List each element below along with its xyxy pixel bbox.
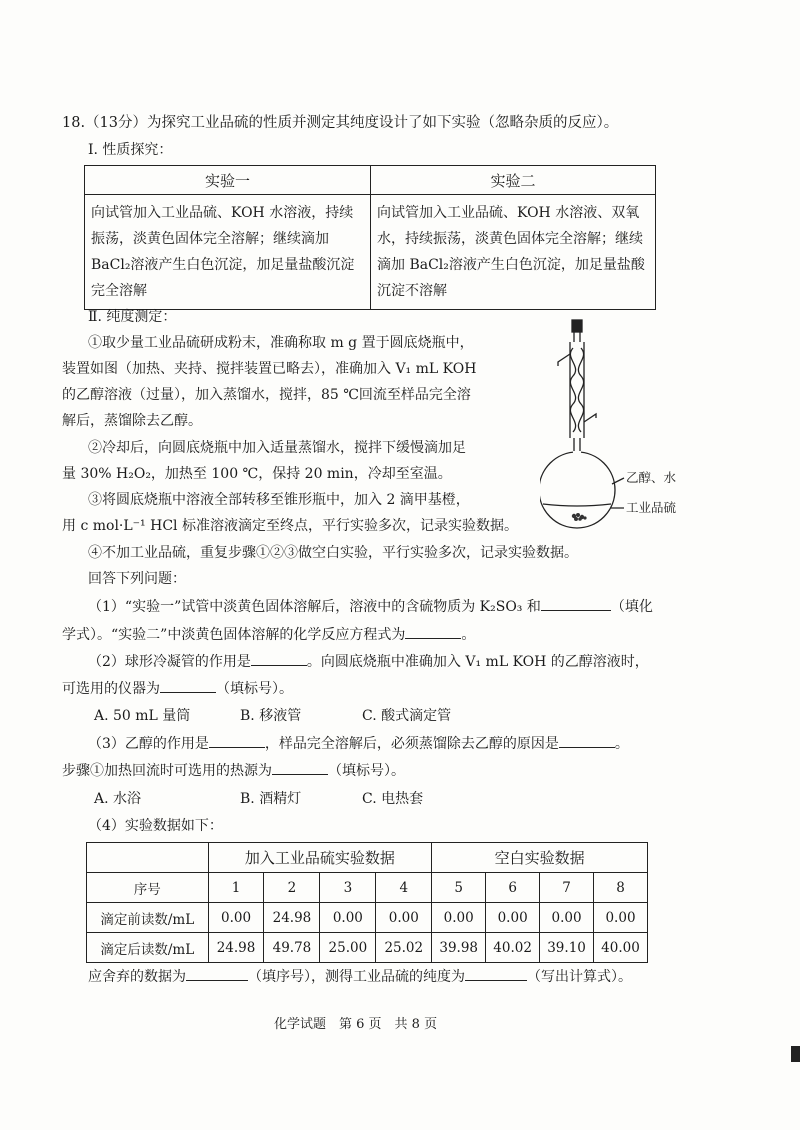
before-cell: 0.00 (208, 903, 264, 933)
group-header-sample: 加入工业品硫实验数据 (208, 843, 432, 873)
before-cell: 0.00 (376, 903, 432, 933)
page-footer: 化学试题 第 6 页 共 8 页 (274, 1017, 438, 1032)
after-cell: 24.98 (208, 933, 264, 963)
titration-data-table (86, 842, 648, 963)
table-row-serial (87, 873, 648, 903)
q3-option-a: A. 水浴 (94, 791, 142, 807)
scan-edge-mark (791, 1046, 800, 1062)
procedure-line: 的乙醇溶液（过量），加入蒸馏水，搅拌，85 ℃回流至样品完全溶 (62, 387, 471, 403)
q1-blank-formula[interactable] (541, 610, 611, 611)
serial-cell: 1 (208, 873, 264, 903)
q2-blank-instrument[interactable] (160, 692, 216, 693)
q4-heading: （4）实验数据如下： (88, 818, 223, 834)
procedure-line: 量 30% H₂O₂，加热至 100 ℃，保持 20 min，冷却至室温。 (62, 466, 452, 482)
serial-cell: 4 (376, 873, 432, 903)
before-cell: 0.00 (594, 903, 648, 933)
serial-cell: 7 (540, 873, 594, 903)
q3-blank-reason[interactable] (559, 747, 615, 748)
q3-line1 (88, 734, 629, 754)
q3-blank-ethanol-role[interactable] (209, 747, 265, 748)
after-cell: 25.00 (320, 933, 376, 963)
row-label-serial: 序号 (87, 873, 209, 903)
before-cell: 0.00 (320, 903, 376, 933)
q3-blank-heat-source[interactable] (272, 774, 328, 775)
figure-label-solid: 工业品硫 (626, 500, 677, 515)
table1-header-2: 实验二 (371, 166, 656, 195)
q4-text-a: 应舍弃的数据为 (88, 969, 186, 985)
procedure-line: 解后，蒸馏除去乙醇。 (62, 413, 202, 429)
q1-text-b: （填化 (610, 599, 653, 615)
answer-prompt: 回答下列问题： (88, 571, 186, 587)
after-cell: 49.78 (264, 933, 320, 963)
group-header-blank: 空白实验数据 (432, 843, 648, 873)
procedure-line: ①取少量工业品硫研成粉末，准确称取 m g 置于圆底烧瓶中， (88, 335, 474, 351)
row-label-after: 滴定后读数/mL (87, 933, 209, 963)
serial-cell: 8 (594, 873, 648, 903)
procedure-line: 装置如图（加热、夹持、搅拌装置已略去），准确加入 V₁ mL KOH (62, 361, 477, 377)
q3-text-a: （3）乙醇的作用是 (88, 736, 209, 752)
table1-header-1: 实验一 (85, 166, 371, 195)
q1-text-d: 。 (461, 627, 476, 643)
reflux-apparatus-figure (540, 318, 690, 530)
q2-text-c: 可选用的仪器为 (62, 681, 160, 697)
procedure-line: ④不加工业品硫，重复步骤①②③做空白实验，平行实验多次，记录实验数据。 (88, 545, 578, 561)
q2-option-a: A. 50 mL 量筒 (94, 708, 191, 724)
after-cell: 39.10 (540, 933, 594, 963)
q2-option-b: B. 移液管 (240, 708, 302, 724)
table1-cell-1: 向试管加入工业品硫、KOH 水溶液，持续振荡，淡黄色固体完全溶解；继续滴加BaCl₂溶液产生白色沉淀，加足量盐酸沉淀完全溶解 (85, 195, 371, 310)
procedure-line: ③将圆底烧瓶中溶液全部转移至锥形瓶中，加入 2 滴甲基橙， (88, 492, 470, 508)
q4-final-line (88, 967, 632, 987)
q3-text-d: 步骤①加热回流时可选用的热源为 (62, 763, 272, 779)
q2-text-b: 。向圆底烧瓶中准确加入 V₁ mL KOH 的乙醇溶液时， (306, 654, 649, 670)
after-cell: 40.00 (594, 933, 648, 963)
before-cell: 0.00 (486, 903, 540, 933)
q3-option-b: B. 酒精灯 (240, 791, 302, 807)
table-row-after (87, 933, 648, 963)
q4-blank-purity[interactable] (465, 980, 527, 981)
q3-text-b: ，样品完全溶解后，必须蒸馏除去乙醇的原因是 (264, 736, 559, 752)
q1-blank-equation[interactable] (405, 638, 461, 639)
after-cell: 25.02 (376, 933, 432, 963)
before-cell: 24.98 (264, 903, 320, 933)
q3-line2 (62, 761, 405, 781)
serial-cell: 5 (432, 873, 486, 903)
q2-blank-condenser[interactable] (251, 665, 307, 666)
serial-cell: 6 (486, 873, 540, 903)
part1-heading: Ⅰ. 性质探究： (88, 142, 173, 158)
procedure-line: ②冷却后，向圆底烧瓶中加入适量蒸馏水，搅拌下缓慢滴加足 (88, 440, 466, 456)
q1-line1 (88, 597, 653, 617)
q2-line1 (88, 652, 649, 672)
table1-cell-2: 向试管加入工业品硫、KOH 水溶液、双氧水，持续振荡，淡黄色固体完全溶解；继续滴加 BaCl₂溶液产生白色沉淀，加足量盐酸沉淀不溶解 (371, 195, 656, 310)
table-row-before (87, 903, 648, 933)
part2-heading: Ⅱ. 纯度测定： (88, 309, 177, 325)
question-title: 18.（13分）为探究工业品硫的性质并测定其纯度设计了如下实验（忽略杂质的反应）。 (62, 115, 619, 131)
q1-text-c: 学式）。“实验二”中淡黄色固体溶解的化学反应方程式为 (62, 627, 406, 643)
q3-option-c: C. 电热套 (362, 791, 424, 807)
q3-text-c: 。 (614, 736, 629, 752)
q2-option-c: C. 酸式滴定管 (362, 708, 452, 724)
after-cell: 39.98 (432, 933, 486, 963)
before-cell: 0.00 (540, 903, 594, 933)
after-cell: 40.02 (486, 933, 540, 963)
q2-text-d: （填标号）。 (216, 681, 293, 697)
q1-line2 (62, 625, 475, 645)
before-cell: 0.00 (432, 903, 486, 933)
serial-cell: 3 (320, 873, 376, 903)
figure-label-liquid: 乙醇、水 (626, 470, 677, 485)
q2-text-a: （2）球形冷凝管的作用是 (88, 654, 251, 670)
property-table (84, 165, 656, 310)
procedure-line: 用 c mol·L⁻¹ HCl 标准溶液滴定至终点，平行实验多次，记录实验数据。 (62, 518, 518, 534)
q4-blank-discard[interactable] (186, 980, 248, 981)
q3-text-e: （填标号）。 (328, 763, 405, 779)
q4-text-b: （填序号），测得工业品硫的纯度为 (248, 969, 465, 985)
table-corner-cell (87, 843, 209, 873)
q2-line2 (62, 679, 293, 699)
row-label-before: 滴定前读数/mL (87, 903, 209, 933)
q1-text-a: （1）“实验一”试管中淡黄色固体溶解后，溶液中的含硫物质为 K₂SO₃ 和 (88, 599, 541, 615)
serial-cell: 2 (264, 873, 320, 903)
q4-text-c: （写出计算式）。 (527, 969, 632, 985)
